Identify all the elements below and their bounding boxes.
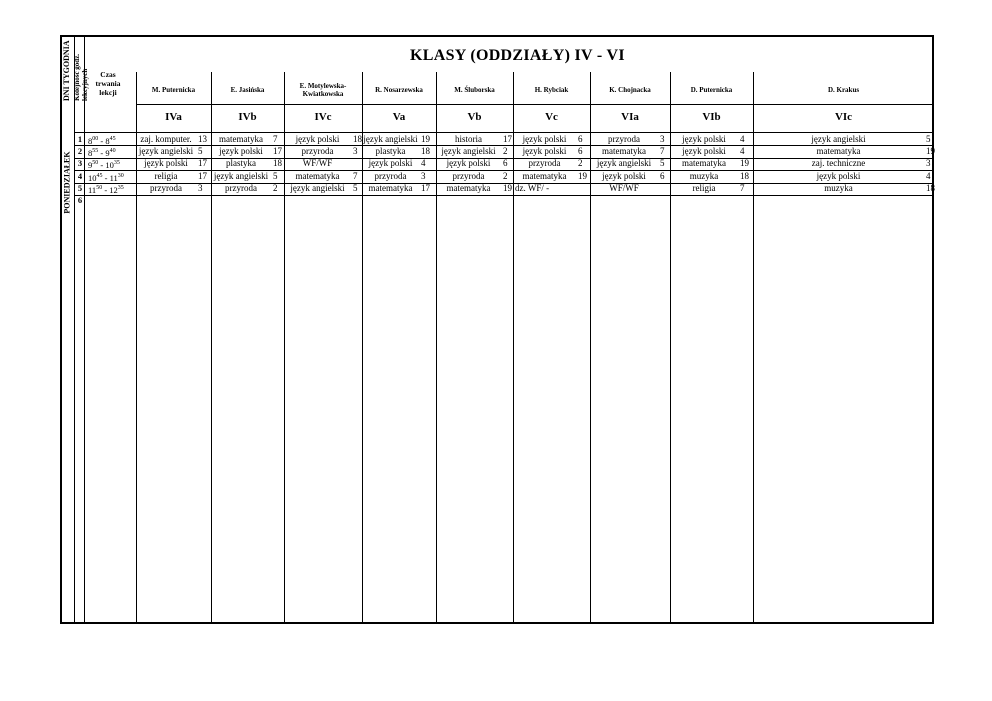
- room-number: 2: [503, 145, 508, 156]
- subject-cell: matematyka: [295, 170, 340, 181]
- subject-cell: zaj. techniczne: [811, 158, 866, 169]
- room-number: 2: [273, 183, 278, 193]
- subject-cell: religia: [154, 170, 178, 181]
- room-number: 18: [353, 133, 362, 144]
- subject-cell: matematyka: [682, 158, 726, 169]
- room-number: 3: [660, 133, 665, 144]
- room-number: 17: [273, 145, 282, 156]
- subject-cell: matematyka: [446, 183, 491, 193]
- room-number: 18: [926, 183, 935, 193]
- subject-cell: język polski: [682, 133, 726, 144]
- teacher-name: D. Puternicka: [690, 86, 733, 94]
- room-number: 19: [578, 170, 587, 181]
- grid-line: [136, 104, 934, 105]
- subject-cell: język polski: [682, 145, 726, 156]
- subject-cell: język polski: [602, 170, 646, 181]
- subject-cell: język angielski: [138, 145, 194, 156]
- room-number: 7: [353, 170, 358, 181]
- subject-cell: język polski: [522, 145, 567, 156]
- lesson-time: $8^{55} - 9^{40}$: [88, 147, 116, 158]
- class-name: VIb: [702, 111, 721, 123]
- room-number: 3: [353, 145, 358, 156]
- teacher-name: M. Śluborska: [454, 86, 495, 94]
- days-of-week-label: DNI TYGODNIA: [62, 40, 71, 101]
- teacher-name: H. Rybciak: [534, 86, 569, 94]
- lesson-order-label: Kolejność godz. lekcyjnych: [73, 53, 89, 101]
- subject-cell: matematyka: [816, 145, 861, 156]
- room-number: 18: [740, 170, 749, 181]
- room-number: 13: [198, 133, 207, 144]
- room-number: 2: [503, 170, 508, 181]
- room-number: 5: [273, 170, 278, 181]
- room-number: 17: [198, 170, 207, 181]
- room-number: 6: [578, 145, 583, 156]
- subject-cell: język polski: [522, 133, 567, 144]
- teacher-name: E. Jasińska: [230, 86, 265, 94]
- subject-cell: muzyka: [824, 183, 853, 193]
- room-number: 4: [740, 133, 745, 144]
- subject-cell: język angielski: [811, 133, 866, 144]
- teacher-name: E. Motylewska-Kwiatkowska: [299, 82, 347, 98]
- room-number: 19: [926, 145, 935, 156]
- subject-cell: język polski: [816, 170, 861, 181]
- class-name: IVb: [238, 111, 257, 123]
- subject-cell: zaj. komputer.: [140, 133, 192, 144]
- teacher-name: D. Krakus: [827, 86, 860, 94]
- room-number: 5: [926, 133, 931, 144]
- room-number: 2: [578, 158, 583, 169]
- lesson-time: $9^{50} - 10^{35}$: [88, 160, 120, 171]
- teacher-name: R. Nosarzewska: [375, 86, 423, 94]
- teacher-name: K. Chojnacka: [609, 86, 651, 94]
- room-number: 7: [660, 145, 665, 156]
- room-number: 17: [198, 158, 207, 169]
- lesson-time: $11^{50} - 12^{35}$: [88, 184, 124, 195]
- class-name: Vc: [545, 111, 558, 123]
- room-number: 3: [198, 183, 203, 193]
- subject-cell: język angielski: [290, 183, 345, 193]
- subject-cell: język polski: [219, 145, 263, 156]
- room-number: 19: [421, 133, 430, 144]
- subject-cell: przyroda: [301, 145, 334, 156]
- subject-cell: religia: [692, 183, 716, 193]
- room-number: 3: [926, 158, 931, 169]
- grid-line: [74, 132, 934, 133]
- room-number: 18: [421, 145, 430, 156]
- room-number: 6: [660, 170, 665, 181]
- subject-cell: matematyka: [219, 133, 263, 144]
- room-number: 7: [740, 183, 745, 193]
- room-number: 17: [503, 133, 512, 144]
- subject-cell: WF/WF: [609, 183, 639, 193]
- class-name: VIa: [621, 111, 639, 123]
- room-number: 4: [740, 145, 745, 156]
- grid-line: [74, 195, 934, 196]
- room-number: 4: [926, 170, 931, 181]
- room-number: 18: [273, 158, 282, 169]
- room-number: 19: [740, 158, 749, 169]
- room-number: 17: [421, 183, 430, 193]
- subject-cell: przyroda: [150, 183, 182, 193]
- grid-line: [84, 35, 85, 624]
- teacher-name: M. Puternicka: [151, 86, 196, 94]
- subject-cell: przyroda: [608, 133, 640, 144]
- side-divider: [74, 35, 75, 624]
- lesson-number: 6: [77, 195, 83, 206]
- room-number: 5: [660, 158, 665, 169]
- subject-cell: przyroda: [225, 183, 257, 193]
- class-name: Va: [392, 111, 406, 123]
- subject-cell: przyroda: [528, 158, 561, 169]
- subject-cell: język polski: [144, 158, 188, 169]
- room-number: 6: [503, 158, 508, 169]
- subject-cell: przyroda: [374, 170, 407, 181]
- room-number: 6: [578, 133, 583, 144]
- lesson-number: 1: [77, 133, 83, 144]
- room-number: 7: [273, 133, 278, 144]
- room-number: 4: [421, 158, 426, 169]
- class-name: IVc: [314, 111, 332, 123]
- subject-cell: przyroda: [452, 170, 485, 181]
- subject-cell: plastyka: [375, 145, 406, 156]
- class-name: Vb: [467, 111, 482, 123]
- lesson-time: $10^{45} - 11^{30}$: [88, 172, 124, 183]
- subject-cell: matematyka: [602, 145, 646, 156]
- lesson-time: $8^{00} - 8^{45}$: [88, 135, 116, 146]
- subject-cell: historia: [455, 133, 482, 144]
- subject-cell: plastyka: [226, 158, 256, 169]
- room-number: 19: [503, 183, 512, 193]
- subject-cell: matematyka: [522, 170, 567, 181]
- class-name: VIc: [834, 111, 853, 123]
- subject-cell: WF/WF: [302, 158, 333, 169]
- room-number: 5: [353, 183, 358, 193]
- subject-cell: matematyka: [368, 183, 413, 193]
- subject-cell: język angielski: [596, 158, 652, 169]
- lesson-duration-header: Czas trwania lekcji: [95, 70, 121, 97]
- subject-cell: język angielski: [441, 145, 496, 156]
- page-title: KLASY (ODDZIAŁY) IV - VI: [410, 47, 625, 64]
- lesson-number: 4: [77, 170, 83, 181]
- room-number: 5: [198, 145, 203, 156]
- lesson-number: 2: [77, 145, 83, 156]
- lesson-number: 5: [77, 183, 83, 193]
- subject-cell: muzyka: [689, 170, 719, 181]
- subject-cell: język polski: [295, 133, 340, 144]
- subject-cell: język polski: [368, 158, 413, 169]
- subject-cell: język polski: [446, 158, 491, 169]
- day-label: PONIEDZIAŁEK: [62, 150, 72, 214]
- class-name: IVa: [165, 111, 182, 123]
- lesson-number: 3: [77, 158, 83, 169]
- subject-cell: język angielski: [363, 133, 418, 144]
- subject-cell: język angielski: [213, 170, 269, 181]
- subject-cell: dz. WF/ -: [515, 183, 550, 193]
- timetable-frame: [60, 35, 934, 624]
- room-number: 3: [421, 170, 426, 181]
